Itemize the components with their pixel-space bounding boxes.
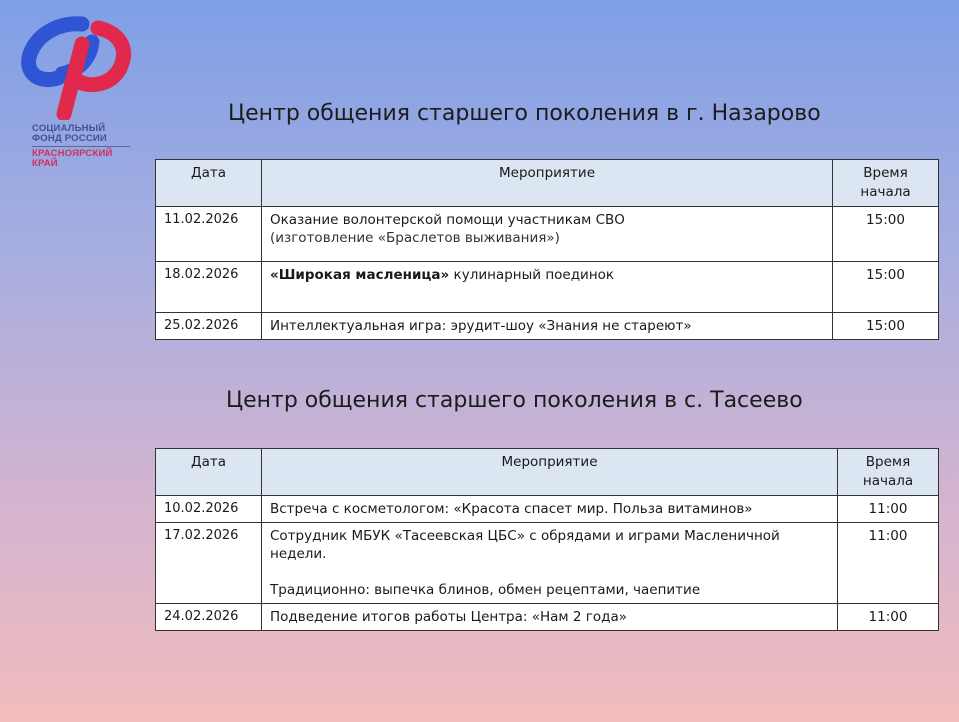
row-date: 18.02.2026 [156, 262, 262, 313]
logo-line2: ФОНД РОССИИ [32, 133, 107, 144]
row-time: 11:00 [838, 604, 939, 631]
schedule-table-nazarovo [155, 159, 939, 340]
row-time: 11:00 [838, 496, 939, 523]
logo-divider [32, 146, 130, 147]
row-event-main: Оказание волонтерской помощи участникам СВО [270, 212, 625, 228]
logo-line4: КРАЙ [32, 158, 58, 169]
row-date: 25.02.2026 [156, 313, 262, 340]
header-event: Мероприятие [262, 160, 833, 207]
table-header-row [156, 160, 939, 207]
row-event-spacer [270, 563, 829, 581]
row-date: 17.02.2026 [156, 523, 262, 604]
row-date: 11.02.2026 [156, 207, 262, 262]
table-row [156, 604, 939, 631]
row-date: 10.02.2026 [156, 496, 262, 523]
row-event-bold: «Широкая масленица» [270, 267, 450, 283]
row-event-sub: (изготовление «Браслетов выживания») [270, 230, 560, 246]
row-time: 15:00 [833, 207, 939, 262]
header-time-line1: Время [863, 165, 908, 181]
logo-line3: КРАСНОЯРСКИЙ [32, 148, 113, 159]
section1-title: Центр общения старшего поколения в г. Назарово [228, 101, 821, 126]
row-event [262, 523, 838, 604]
table-row [156, 523, 939, 604]
logo-line1: СОЦИАЛЬНЫЙ [32, 123, 106, 134]
header-time-line2: начала [862, 473, 914, 489]
header-date: Дата [156, 449, 262, 496]
row-event: Встреча с косметологом: «Красота спасет мир. Польза витаминов» [262, 496, 838, 523]
row-time: 11:00 [838, 523, 939, 604]
row-event [262, 262, 833, 313]
sfr-logo [18, 14, 138, 169]
row-event-main: Сотрудник МБУК «Тасеевская ЦБС» с обрядами и играми Масленичной недели. [270, 528, 780, 562]
header-time [833, 160, 939, 207]
table-row [156, 207, 939, 262]
table-header-row [156, 449, 939, 496]
table-row [156, 262, 939, 313]
table-row [156, 313, 939, 340]
row-event-rest: кулинарный поединок [449, 267, 615, 283]
row-event-extra: Традиционно: выпечка блинов, обмен рецептами, чаепитие [270, 582, 701, 598]
row-time: 15:00 [833, 262, 939, 313]
header-time [838, 449, 939, 496]
row-event: Интеллектуальная игра: эрудит-шоу «Знания не стареют» [262, 313, 833, 340]
header-time-line2: начала [860, 184, 911, 200]
section2-title: Центр общения старшего поколения в с. Тасеево [226, 388, 803, 413]
sfr-logo-icon [18, 14, 138, 120]
row-date: 24.02.2026 [156, 604, 262, 631]
header-date: Дата [156, 160, 262, 207]
header-event: Мероприятие [262, 449, 838, 496]
table-row [156, 496, 939, 523]
schedule-table-taseevo [155, 448, 939, 631]
row-time: 15:00 [833, 313, 939, 340]
row-event: Подведение итогов работы Центра: «Нам 2 года» [262, 604, 838, 631]
row-event [262, 207, 833, 262]
header-time-line1: Время [865, 454, 911, 470]
